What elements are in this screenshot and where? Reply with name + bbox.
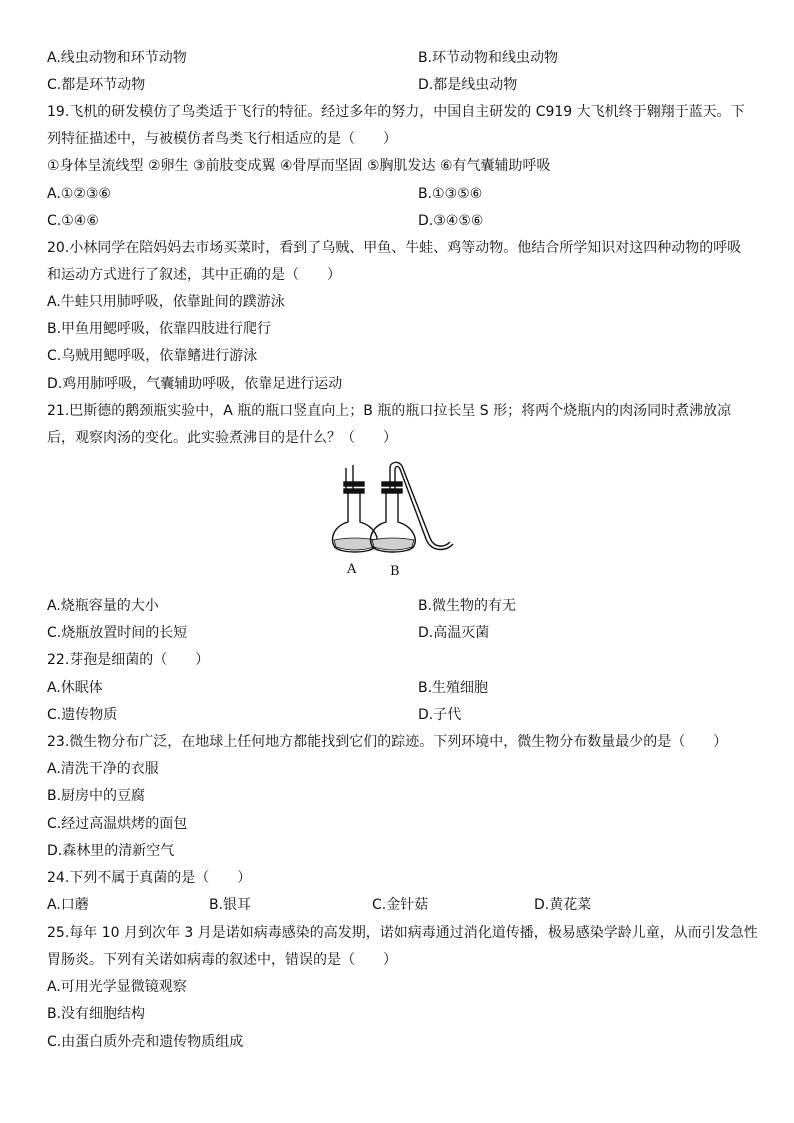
- q22-option-d: D.子代: [418, 707, 462, 723]
- q24-option-row: [47, 896, 747, 914]
- q22-option-b: B.生殖细胞: [418, 680, 489, 696]
- q18-option-c: C.都是环节动物: [47, 77, 146, 93]
- q19-option-b: B.①③⑤⑥: [418, 186, 483, 202]
- q21-stem-line-2: 后，观察肉汤的变化。此实验煮沸目的是什么？（ ）: [47, 430, 397, 446]
- q18-option-b: B.环节动物和线虫动物: [418, 50, 559, 66]
- q24-option-d: D.黄花菜: [534, 897, 592, 913]
- q21-option-d: D.高温灭菌: [418, 625, 490, 641]
- q25-stem-line-2: 胃肠炎。下列有关诺如病毒的叙述中，错误的是（ ）: [47, 952, 397, 968]
- q19-stem-line-1: 19.飞机的研发模仿了鸟类适于飞行的特征。经过多年的努力，中国自主研发的 C919 大飞机终于翱翔于蓝天。下: [47, 104, 745, 120]
- q19-option-c: C.①④⑥: [47, 213, 99, 229]
- q22-stem: 22.芽孢是细菌的（ ）: [47, 652, 210, 668]
- q22-option-a: A.休眠体: [47, 680, 103, 696]
- q24-option-b: B.银耳: [209, 897, 252, 913]
- q20-option-b: B.甲鱼用鳃呼吸，依靠四肢进行爬行: [47, 321, 272, 337]
- q21-stem-line-1: 21.巴斯德的鹅颈瓶实验中，A 瓶的瓶口竖直向上；B 瓶的瓶口拉长呈 S 形；将两个烧瓶内的肉汤同时煮沸放凉: [47, 403, 732, 419]
- q18-option-row-1: [47, 49, 747, 67]
- q23-option-d: D.森林里的清新空气: [47, 843, 175, 859]
- q23-stem: 23.微生物分布广泛，在地球上任何地方都能找到它们的踪迹。下列环境中，微生物分布数量最少的是（ ）: [47, 734, 728, 750]
- q20-option-a: A.牛蛙只用肺呼吸，依靠趾间的蹼游泳: [47, 294, 285, 310]
- q19-stem-line-2: 列特征描述中，与被模仿者鸟类飞行相适应的是（ ）: [47, 131, 397, 147]
- goose-neck-flask-figure: [320, 460, 460, 585]
- q25-stem-line-1: 25.每年 10 月到次年 3 月是诺如病毒感染的高发期，诺如病毒通过消化道传播，极易感染学龄儿童，从而引发急性: [47, 925, 758, 941]
- q22-option-row-1: [47, 679, 747, 697]
- q22-option-row-2: [47, 706, 747, 724]
- q21-option-row-1: [47, 597, 747, 615]
- q20-option-d: D.鸡用肺呼吸，气囊辅助呼吸，依靠足进行运动: [47, 376, 343, 392]
- q19-option-row-1: [47, 185, 747, 203]
- q25-option-b: B.没有细胞结构: [47, 1006, 146, 1022]
- q22-option-c: C.遗传物质: [47, 707, 118, 723]
- q21-option-row-2: [47, 624, 747, 642]
- q21-option-b: B.微生物的有无: [418, 598, 517, 614]
- q20-stem-line-2: 和运动方式进行了叙述，其中正确的是（ ）: [47, 267, 341, 283]
- q25-option-a: A.可用光学显微镜观察: [47, 979, 187, 995]
- q24-option-c: C.金针菇: [372, 897, 429, 913]
- q25-option-c: C.由蛋白质外壳和遗传物质组成: [47, 1034, 244, 1050]
- q24-stem: 24.下列不属于真菌的是（ ）: [47, 870, 252, 886]
- q23-option-c: C.经过高温烘烤的面包: [47, 816, 188, 832]
- flask-a-label: A: [347, 562, 357, 577]
- q19-option-a: A.①②③⑥: [47, 186, 111, 202]
- flask-diagram: [320, 460, 460, 555]
- q18-option-row-2: [47, 76, 747, 94]
- q19-option-row-2: [47, 212, 747, 230]
- q20-stem-line-1: 20.小林同学在陪妈妈去市场买菜时，看到了乌贼、甲鱼、牛蛙、鸡等动物。他结合所学知识对这四种动物的呼吸: [47, 240, 742, 256]
- q20-option-c: C.乌贼用鳃呼吸，依靠鳍进行游泳: [47, 348, 258, 364]
- q23-option-b: B.厨房中的豆腐: [47, 788, 146, 804]
- flask-b-label: B: [390, 564, 400, 579]
- q18-option-d: D.都是线虫动物: [418, 77, 518, 93]
- q18-option-a: A.线虫动物和环节动物: [47, 50, 187, 66]
- q19-features: ①身体呈流线型 ②卵生 ③前肢变成翼 ④骨厚而坚固 ⑤胸肌发达 ⑥有气囊辅助呼吸: [47, 158, 551, 174]
- q21-option-a: A.烧瓶容量的大小: [47, 598, 159, 614]
- flask-b: [371, 462, 453, 552]
- q24-option-a: A.口蘑: [47, 897, 89, 913]
- q19-option-d: D.③④⑤⑥: [418, 213, 484, 229]
- q23-option-a: A.清洗干净的衣服: [47, 761, 159, 777]
- q21-option-c: C.烧瓶放置时间的长短: [47, 625, 188, 641]
